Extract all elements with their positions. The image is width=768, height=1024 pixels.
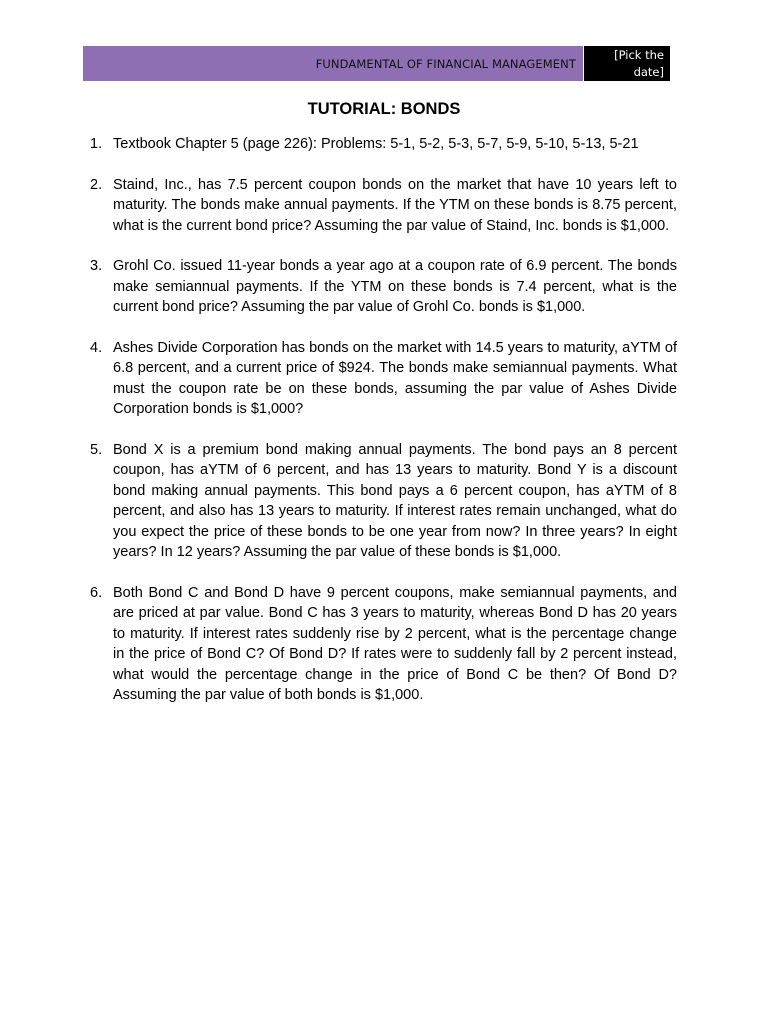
question-item [88, 583, 677, 706]
question-list [88, 134, 677, 726]
date-placeholder-line1: [Pick the [614, 48, 664, 62]
question-text: Grohl Co. issued 11-year bonds a year ago at a coupon rate of 6.9 percent. The bonds make semiannual payments. If the YTM on these bonds is 7.4 percent, what is the current bond price? Assuming the par value of Grohl Co. bonds is $1,000. [113, 258, 677, 315]
date-placeholder-line2: date] [633, 65, 664, 79]
question-item [88, 256, 677, 318]
question-number: 4. [90, 339, 103, 356]
question-text: Staind, Inc., has 7.5 percent coupon bonds on the market that have 10 years left to maturity. The bonds make annual payments. If the YTM on these bonds is 8.75 percent, what is the current bond price? Assuming the par value of Staind, Inc. bonds is $1,000. [113, 176, 677, 234]
date-placeholder[interactable] [584, 46, 670, 81]
header-title: FUNDAMENTAL OF FINANCIAL MANAGEMENT [315, 56, 576, 71]
question-number: 6. [90, 584, 103, 601]
question-item [88, 338, 677, 420]
question-number: 2. [90, 176, 103, 193]
question-item [88, 134, 677, 155]
question-text: Bond X is a premium bond making annual payments. The bond pays an 8 percent coupon, has aYTM of 6 percent, and has 13 years to maturity. Bond Y is a discount bond making annual payments. This bond pays a 6 percent coupon, has aYTM of 8 percent, and also has 13 years to maturity. If interest rates remain unchanged, what do you expect the price of these bonds to be one year from now? In three years? In eight years? In 12 years? Assuming the par value of these bonds is $1,000. [113, 441, 677, 560]
question-text: Ashes Divide Corporation has bonds on the market with 14.5 years to maturity, aYTM of 6.8 percent, and a current price of $924. The bonds make semiannual payments. What must the coupon rate be on these bonds, assuming the par value of Ashes Divide Corporation bonds is $1,000? [113, 339, 677, 417]
question-text: Textbook Chapter 5 (page 226): Problems: 5-1, 5-2, 5-3, 5-7, 5-9, 5-10, 5-13, 5-21 [113, 136, 639, 152]
question-number: 5. [90, 441, 103, 458]
question-item [88, 175, 677, 237]
question-item [88, 440, 677, 563]
document-title: TUTORIAL: BONDS [307, 100, 461, 118]
question-number: 1. [90, 136, 103, 152]
header-bar [83, 46, 583, 81]
question-text: Both Bond C and Bond D have 9 percent coupons, make semiannual payments, and are priced at par value. Bond C has 3 years to maturity, whereas Bond D has 20 years to maturity. If interest rates suddenly rise by 2 percent, what is the percentage change in the price of Bond C? Of Bond D? If rates were to suddenly fall by 2 percent instead, what would the percentage change in the price of Bond C be then? Of Bond D? Assuming the par value of both bonds is $1,000. [113, 584, 677, 703]
question-number: 3. [90, 258, 103, 274]
